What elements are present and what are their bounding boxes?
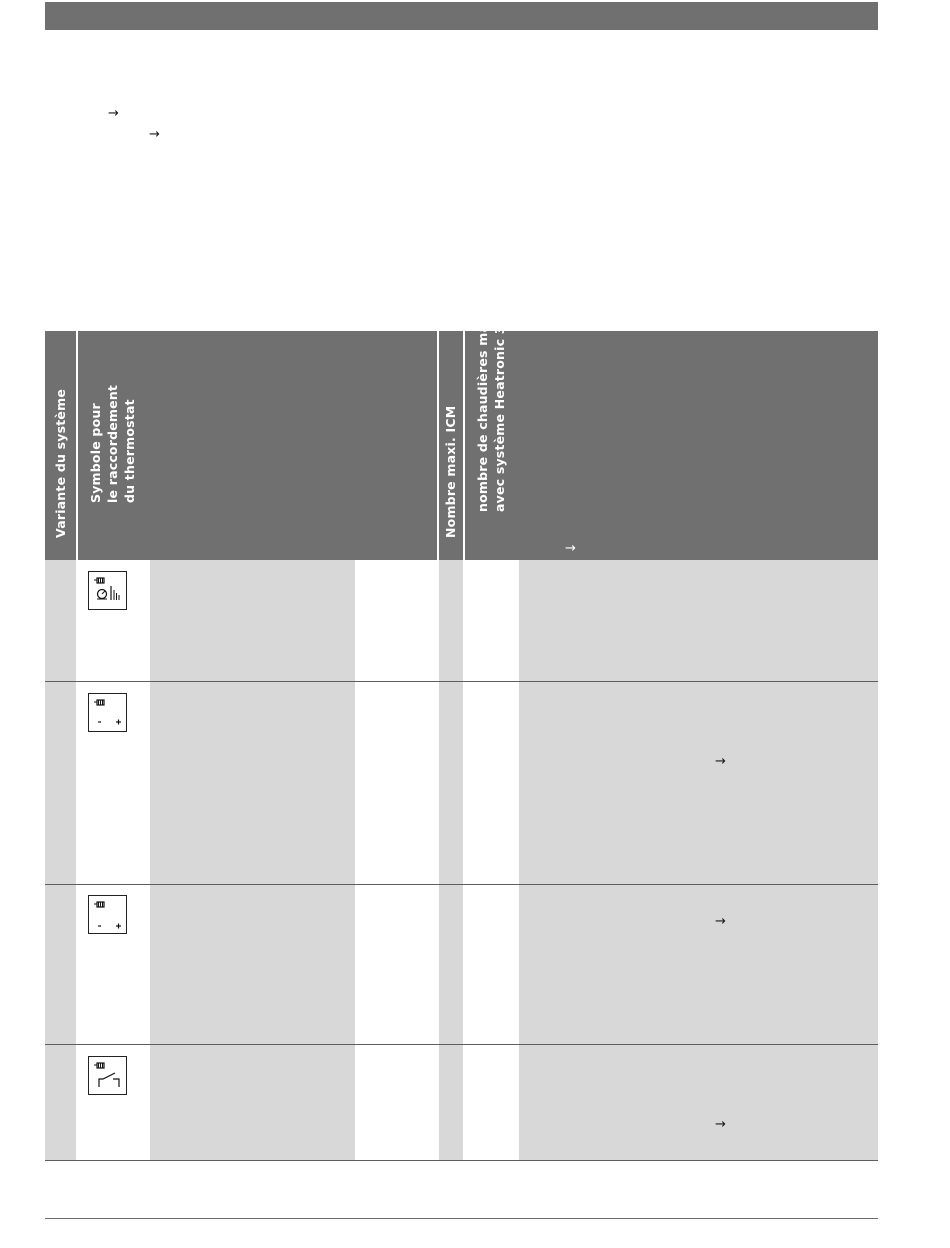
header-symbol xyxy=(87,385,138,503)
cell-max-icm xyxy=(439,682,463,884)
cell-description xyxy=(150,885,355,1044)
header-cell-max-boilers xyxy=(465,306,878,560)
header-symbol-line3: du thermostat xyxy=(122,399,137,503)
header-cell-symbol xyxy=(78,331,437,560)
cell-notes xyxy=(519,560,878,681)
footer-divider xyxy=(45,1218,878,1219)
cell-system-variant xyxy=(45,885,76,1044)
on-off-switch-thermostat-icon xyxy=(88,1056,127,1095)
header-system-variant: Variante du système xyxy=(52,389,68,538)
cell-max-icm xyxy=(439,560,463,681)
arrow-icon: → xyxy=(565,541,576,556)
arrow-icon: → xyxy=(715,914,726,929)
header-cell-max-icm xyxy=(439,331,463,560)
cell-system-variant xyxy=(45,1045,76,1160)
header-max-boilers xyxy=(474,306,508,512)
header-symbol-line1: Symbole pour xyxy=(88,403,103,503)
cell-notes xyxy=(519,885,878,1044)
room-thermostat-plus-minus-icon xyxy=(88,895,127,934)
arrow-icon: → xyxy=(149,127,160,142)
cell-description xyxy=(150,1045,355,1160)
header-max-icm: Nombre maxi. ICM xyxy=(443,405,458,538)
weather-compensated-controller-icon xyxy=(88,571,127,610)
cell-notes xyxy=(519,1045,878,1160)
arrow-icon: → xyxy=(715,1117,726,1132)
header-max-boilers-line1: nombre de chaudières maxi. xyxy=(475,306,490,512)
cell-max-icm xyxy=(439,885,463,1044)
cell-description xyxy=(150,682,355,884)
cell-system-variant xyxy=(45,560,76,681)
header-cell-system-variant xyxy=(45,331,76,560)
cell-description xyxy=(150,560,355,681)
row-divider xyxy=(45,1160,878,1161)
cell-system-variant xyxy=(45,682,76,884)
arrow-icon: → xyxy=(108,106,119,121)
room-thermostat-plus-minus-icon xyxy=(88,693,127,732)
header-max-boilers-line2: avec système Heatronic 3 xyxy=(492,325,507,512)
cell-notes xyxy=(519,682,878,884)
page-header-bar xyxy=(45,2,878,30)
header-symbol-line2: le raccordement xyxy=(105,384,120,503)
arrow-icon: → xyxy=(715,754,726,769)
cell-max-icm xyxy=(439,1045,463,1160)
